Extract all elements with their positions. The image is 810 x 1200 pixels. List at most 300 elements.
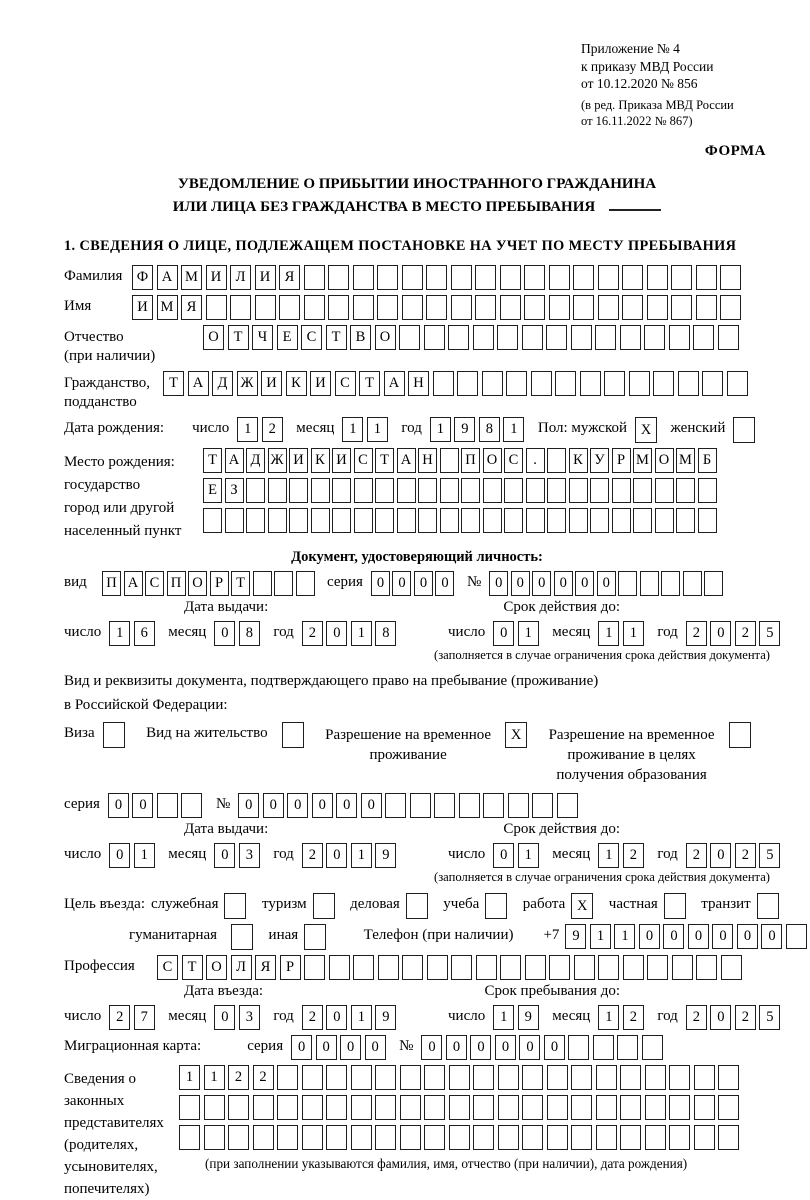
cell[interactable]: [522, 1095, 543, 1120]
cell[interactable]: 0: [663, 924, 684, 949]
cell[interactable]: 0: [446, 1035, 467, 1060]
cell[interactable]: [328, 295, 349, 320]
cell[interactable]: [402, 955, 423, 980]
cell[interactable]: [418, 478, 437, 503]
cell[interactable]: [400, 1125, 421, 1150]
cell[interactable]: [354, 478, 373, 503]
cell[interactable]: [427, 955, 448, 980]
cell[interactable]: [451, 955, 472, 980]
cell[interactable]: 0: [639, 924, 660, 949]
cell[interactable]: [440, 508, 459, 533]
cell[interactable]: 0: [712, 924, 733, 949]
cell[interactable]: [547, 508, 566, 533]
cell[interactable]: Е: [203, 478, 222, 503]
cell[interactable]: 2: [735, 843, 756, 868]
cell[interactable]: [448, 325, 469, 350]
cell[interactable]: 2: [302, 621, 323, 646]
cell[interactable]: Т: [231, 571, 250, 596]
cell[interactable]: 0: [214, 621, 235, 646]
cell[interactable]: 8: [479, 417, 500, 442]
cell[interactable]: [397, 508, 416, 533]
cell[interactable]: [573, 295, 594, 320]
cell[interactable]: [580, 371, 601, 396]
cell[interactable]: [304, 265, 325, 290]
cell[interactable]: [253, 1095, 274, 1120]
cell[interactable]: [612, 478, 631, 503]
cell[interactable]: 2: [253, 1065, 274, 1090]
cell[interactable]: С: [335, 371, 356, 396]
cell[interactable]: [633, 478, 652, 503]
cell[interactable]: [353, 295, 374, 320]
cell[interactable]: 0: [470, 1035, 491, 1060]
cell[interactable]: [676, 508, 695, 533]
cell[interactable]: Ф: [132, 265, 153, 290]
cell[interactable]: 1: [109, 621, 130, 646]
cell[interactable]: 5: [759, 1005, 780, 1030]
cell[interactable]: 0: [361, 793, 382, 818]
cell[interactable]: 2: [228, 1065, 249, 1090]
cell[interactable]: 0: [312, 793, 333, 818]
cell[interactable]: С: [145, 571, 164, 596]
cell[interactable]: [500, 295, 521, 320]
cell[interactable]: 0: [365, 1035, 386, 1060]
cell[interactable]: [206, 295, 227, 320]
cell[interactable]: О: [188, 571, 207, 596]
cell[interactable]: 1: [503, 417, 524, 442]
cell[interactable]: 2: [686, 843, 707, 868]
cell[interactable]: 1: [590, 924, 611, 949]
cell[interactable]: [277, 1095, 298, 1120]
cell[interactable]: [397, 478, 416, 503]
cell[interactable]: 7: [134, 1005, 155, 1030]
cell[interactable]: 3: [239, 843, 260, 868]
cell[interactable]: 0: [291, 1035, 312, 1060]
cell[interactable]: [571, 1065, 592, 1090]
cell[interactable]: [449, 1095, 470, 1120]
cell[interactable]: [569, 478, 588, 503]
cell[interactable]: [524, 295, 545, 320]
cell[interactable]: 0: [214, 1005, 235, 1030]
cell[interactable]: [598, 955, 619, 980]
cell[interactable]: [694, 1065, 715, 1090]
cell[interactable]: 0: [326, 621, 347, 646]
cell[interactable]: [440, 478, 459, 503]
cell[interactable]: [526, 478, 545, 503]
cell[interactable]: Н: [418, 448, 437, 473]
cell[interactable]: [718, 1125, 739, 1150]
cell[interactable]: [375, 508, 394, 533]
cell[interactable]: [633, 508, 652, 533]
cell[interactable]: 0: [214, 843, 235, 868]
cell[interactable]: Ж: [268, 448, 287, 473]
cell[interactable]: [522, 1125, 543, 1150]
cell[interactable]: [669, 1125, 690, 1150]
cell[interactable]: [669, 1065, 690, 1090]
cell[interactable]: [647, 265, 668, 290]
cell[interactable]: 9: [565, 924, 586, 949]
cell[interactable]: [569, 508, 588, 533]
cell[interactable]: [549, 295, 570, 320]
cell[interactable]: [618, 571, 637, 596]
cell[interactable]: И: [289, 448, 308, 473]
cell[interactable]: [289, 478, 308, 503]
cell[interactable]: 0: [336, 793, 357, 818]
cell[interactable]: П: [102, 571, 121, 596]
cell[interactable]: [451, 265, 472, 290]
cell[interactable]: [473, 1125, 494, 1150]
cell[interactable]: 0: [575, 571, 594, 596]
cell[interactable]: [302, 1065, 323, 1090]
cell[interactable]: А: [384, 371, 405, 396]
cell[interactable]: [475, 265, 496, 290]
cell[interactable]: [549, 265, 570, 290]
cell[interactable]: 1: [351, 843, 372, 868]
cell[interactable]: [696, 955, 717, 980]
cell[interactable]: [433, 371, 454, 396]
cell[interactable]: [590, 478, 609, 503]
cell[interactable]: [434, 793, 455, 818]
cell[interactable]: Р: [210, 571, 229, 596]
cell[interactable]: [596, 1095, 617, 1120]
cell[interactable]: [532, 793, 553, 818]
cell[interactable]: [461, 478, 480, 503]
cell[interactable]: 1: [179, 1065, 200, 1090]
cell[interactable]: [522, 1065, 543, 1090]
cell[interactable]: 2: [109, 1005, 130, 1030]
cell[interactable]: [268, 508, 287, 533]
cell[interactable]: М: [633, 448, 652, 473]
cell[interactable]: О: [206, 955, 227, 980]
cell[interactable]: [328, 265, 349, 290]
cell[interactable]: Н: [408, 371, 429, 396]
cell[interactable]: [179, 1125, 200, 1150]
cell[interactable]: 1: [598, 621, 619, 646]
cell[interactable]: 1: [493, 1005, 514, 1030]
cell[interactable]: [727, 371, 748, 396]
cell[interactable]: [676, 478, 695, 503]
cell[interactable]: [720, 295, 741, 320]
cell[interactable]: В: [350, 325, 371, 350]
cell[interactable]: 2: [735, 1005, 756, 1030]
cell[interactable]: [655, 478, 674, 503]
cell[interactable]: 2: [302, 1005, 323, 1030]
cell[interactable]: 1: [518, 621, 539, 646]
cell[interactable]: [224, 893, 246, 919]
cell[interactable]: 0: [737, 924, 758, 949]
cell[interactable]: [426, 295, 447, 320]
cell[interactable]: [573, 265, 594, 290]
cell[interactable]: [524, 265, 545, 290]
cell[interactable]: 1: [134, 843, 155, 868]
cell[interactable]: [547, 478, 566, 503]
cell[interactable]: [612, 508, 631, 533]
cell[interactable]: 9: [454, 417, 475, 442]
cell[interactable]: 1: [430, 417, 451, 442]
cell[interactable]: Р: [612, 448, 631, 473]
cell[interactable]: [377, 265, 398, 290]
cell[interactable]: [526, 508, 545, 533]
cell[interactable]: 0: [340, 1035, 361, 1060]
cell[interactable]: [476, 955, 497, 980]
cell[interactable]: [246, 508, 265, 533]
cell[interactable]: К: [311, 448, 330, 473]
cell[interactable]: А: [397, 448, 416, 473]
cell[interactable]: [718, 1065, 739, 1090]
cell[interactable]: [549, 955, 570, 980]
cell[interactable]: 0: [435, 571, 454, 596]
cell[interactable]: 2: [262, 417, 283, 442]
cell[interactable]: 0: [287, 793, 308, 818]
cell[interactable]: 5: [759, 621, 780, 646]
cell[interactable]: С: [301, 325, 322, 350]
cell[interactable]: [475, 295, 496, 320]
cell[interactable]: [604, 371, 625, 396]
cell[interactable]: [255, 295, 276, 320]
cell[interactable]: [304, 924, 326, 950]
cell[interactable]: [694, 1125, 715, 1150]
cell[interactable]: 0: [238, 793, 259, 818]
cell[interactable]: [571, 1125, 592, 1150]
cell[interactable]: 9: [375, 843, 396, 868]
cell[interactable]: [400, 1065, 421, 1090]
cell[interactable]: 0: [493, 843, 514, 868]
cell[interactable]: [704, 571, 723, 596]
cell[interactable]: [647, 295, 668, 320]
cell[interactable]: Т: [359, 371, 380, 396]
cell[interactable]: Я: [181, 295, 202, 320]
cell[interactable]: Т: [326, 325, 347, 350]
cell[interactable]: Р: [280, 955, 301, 980]
cell[interactable]: [268, 478, 287, 503]
cell[interactable]: [547, 1065, 568, 1090]
cell[interactable]: [231, 924, 253, 950]
cell[interactable]: [593, 1035, 614, 1060]
cell[interactable]: 1: [342, 417, 363, 442]
cell[interactable]: [547, 1095, 568, 1120]
cell[interactable]: [522, 325, 543, 350]
cell[interactable]: 9: [375, 1005, 396, 1030]
cell[interactable]: [378, 955, 399, 980]
cell[interactable]: [620, 1125, 641, 1150]
cell[interactable]: И: [332, 448, 351, 473]
cell[interactable]: [204, 1125, 225, 1150]
cell[interactable]: [504, 508, 523, 533]
cell[interactable]: [498, 1125, 519, 1150]
cell[interactable]: Т: [182, 955, 203, 980]
cell[interactable]: [353, 265, 374, 290]
cell[interactable]: [449, 1125, 470, 1150]
cell[interactable]: 0: [710, 1005, 731, 1030]
cell[interactable]: [620, 325, 641, 350]
cell[interactable]: 0: [710, 843, 731, 868]
cell[interactable]: 2: [686, 1005, 707, 1030]
cell[interactable]: Б: [698, 448, 717, 473]
cell[interactable]: [721, 955, 742, 980]
cell[interactable]: [694, 1095, 715, 1120]
cell[interactable]: У: [590, 448, 609, 473]
cell[interactable]: [623, 955, 644, 980]
cell[interactable]: [353, 955, 374, 980]
cell[interactable]: 6: [134, 621, 155, 646]
cell[interactable]: [531, 371, 552, 396]
cell[interactable]: [103, 722, 125, 748]
cell[interactable]: Т: [163, 371, 184, 396]
cell[interactable]: [329, 955, 350, 980]
cell[interactable]: 0: [519, 1035, 540, 1060]
cell[interactable]: [289, 508, 308, 533]
cell[interactable]: [375, 1095, 396, 1120]
cell[interactable]: [424, 1065, 445, 1090]
cell[interactable]: [304, 295, 325, 320]
cell[interactable]: 0: [326, 843, 347, 868]
cell[interactable]: [302, 1125, 323, 1150]
cell[interactable]: [644, 325, 665, 350]
cell[interactable]: [647, 955, 668, 980]
cell[interactable]: [279, 295, 300, 320]
cell[interactable]: О: [483, 448, 502, 473]
cell[interactable]: [332, 478, 351, 503]
cell[interactable]: 1: [598, 1005, 619, 1030]
cell[interactable]: 0: [392, 571, 411, 596]
cell[interactable]: 1: [351, 1005, 372, 1030]
cell[interactable]: 5: [759, 843, 780, 868]
cell[interactable]: Ж: [237, 371, 258, 396]
cell[interactable]: 0: [493, 621, 514, 646]
cell[interactable]: [225, 508, 244, 533]
cell[interactable]: О: [203, 325, 224, 350]
cell[interactable]: М: [181, 265, 202, 290]
cell[interactable]: 8: [239, 621, 260, 646]
cell[interactable]: [555, 371, 576, 396]
cell[interactable]: [596, 1125, 617, 1150]
cell[interactable]: [718, 325, 739, 350]
cell[interactable]: [274, 571, 293, 596]
cell[interactable]: [277, 1125, 298, 1150]
cell[interactable]: [617, 1035, 638, 1060]
cell[interactable]: [377, 295, 398, 320]
cell[interactable]: [449, 1065, 470, 1090]
cell[interactable]: 0: [489, 571, 508, 596]
cell[interactable]: 0: [710, 621, 731, 646]
cell[interactable]: [664, 893, 686, 919]
cell[interactable]: [698, 508, 717, 533]
cell[interactable]: [424, 1125, 445, 1150]
cell[interactable]: [246, 478, 265, 503]
cell[interactable]: [696, 265, 717, 290]
cell[interactable]: [733, 417, 755, 443]
cell[interactable]: 0: [688, 924, 709, 949]
cell[interactable]: [313, 893, 335, 919]
cell[interactable]: А: [157, 265, 178, 290]
cell[interactable]: [402, 265, 423, 290]
cell[interactable]: М: [157, 295, 178, 320]
cell[interactable]: [497, 325, 518, 350]
cell[interactable]: К: [286, 371, 307, 396]
cell[interactable]: [451, 295, 472, 320]
cell[interactable]: [500, 955, 521, 980]
cell[interactable]: З: [225, 478, 244, 503]
cell[interactable]: [424, 1095, 445, 1120]
cell[interactable]: [678, 371, 699, 396]
cell[interactable]: [642, 1035, 663, 1060]
cell[interactable]: А: [225, 448, 244, 473]
cell[interactable]: 0: [532, 571, 551, 596]
cell[interactable]: X: [505, 722, 527, 748]
cell[interactable]: [669, 1095, 690, 1120]
cell[interactable]: [181, 793, 202, 818]
cell[interactable]: И: [255, 265, 276, 290]
cell[interactable]: [525, 955, 546, 980]
cell[interactable]: С: [354, 448, 373, 473]
cell[interactable]: 2: [623, 843, 644, 868]
cell[interactable]: [498, 1065, 519, 1090]
cell[interactable]: [179, 1095, 200, 1120]
cell[interactable]: [596, 1065, 617, 1090]
cell[interactable]: [622, 265, 643, 290]
cell[interactable]: 0: [554, 571, 573, 596]
cell[interactable]: 9: [518, 1005, 539, 1030]
cell[interactable]: Т: [228, 325, 249, 350]
cell[interactable]: [622, 295, 643, 320]
cell[interactable]: [620, 1095, 641, 1120]
cell[interactable]: [696, 295, 717, 320]
cell[interactable]: [598, 295, 619, 320]
cell[interactable]: [757, 893, 779, 919]
cell[interactable]: 0: [108, 793, 129, 818]
cell[interactable]: 1: [351, 621, 372, 646]
cell[interactable]: 2: [302, 843, 323, 868]
cell[interactable]: 0: [597, 571, 616, 596]
cell[interactable]: [402, 295, 423, 320]
cell[interactable]: [354, 508, 373, 533]
cell[interactable]: [426, 265, 447, 290]
cell[interactable]: К: [569, 448, 588, 473]
cell[interactable]: [282, 722, 304, 748]
cell[interactable]: [253, 571, 272, 596]
cell[interactable]: [671, 265, 692, 290]
cell[interactable]: С: [157, 955, 178, 980]
cell[interactable]: [406, 893, 428, 919]
cell[interactable]: [277, 1065, 298, 1090]
cell[interactable]: [571, 325, 592, 350]
cell[interactable]: О: [375, 325, 396, 350]
cell[interactable]: 0: [761, 924, 782, 949]
cell[interactable]: [718, 1095, 739, 1120]
cell[interactable]: 1: [614, 924, 635, 949]
cell[interactable]: М: [676, 448, 695, 473]
cell[interactable]: 1: [204, 1065, 225, 1090]
cell[interactable]: 0: [511, 571, 530, 596]
cell[interactable]: [459, 793, 480, 818]
cell[interactable]: [720, 265, 741, 290]
cell[interactable]: [698, 478, 717, 503]
cell[interactable]: 1: [518, 843, 539, 868]
cell[interactable]: А: [124, 571, 143, 596]
cell[interactable]: П: [167, 571, 186, 596]
cell[interactable]: [500, 265, 521, 290]
cell[interactable]: [385, 793, 406, 818]
cell[interactable]: [547, 1125, 568, 1150]
cell[interactable]: [351, 1095, 372, 1120]
cell[interactable]: 0: [495, 1035, 516, 1060]
cell[interactable]: [461, 508, 480, 533]
cell[interactable]: [683, 571, 702, 596]
cell[interactable]: [311, 478, 330, 503]
cell[interactable]: [228, 1125, 249, 1150]
cell[interactable]: [326, 1065, 347, 1090]
cell[interactable]: Ч: [252, 325, 273, 350]
cell[interactable]: Т: [203, 448, 222, 473]
